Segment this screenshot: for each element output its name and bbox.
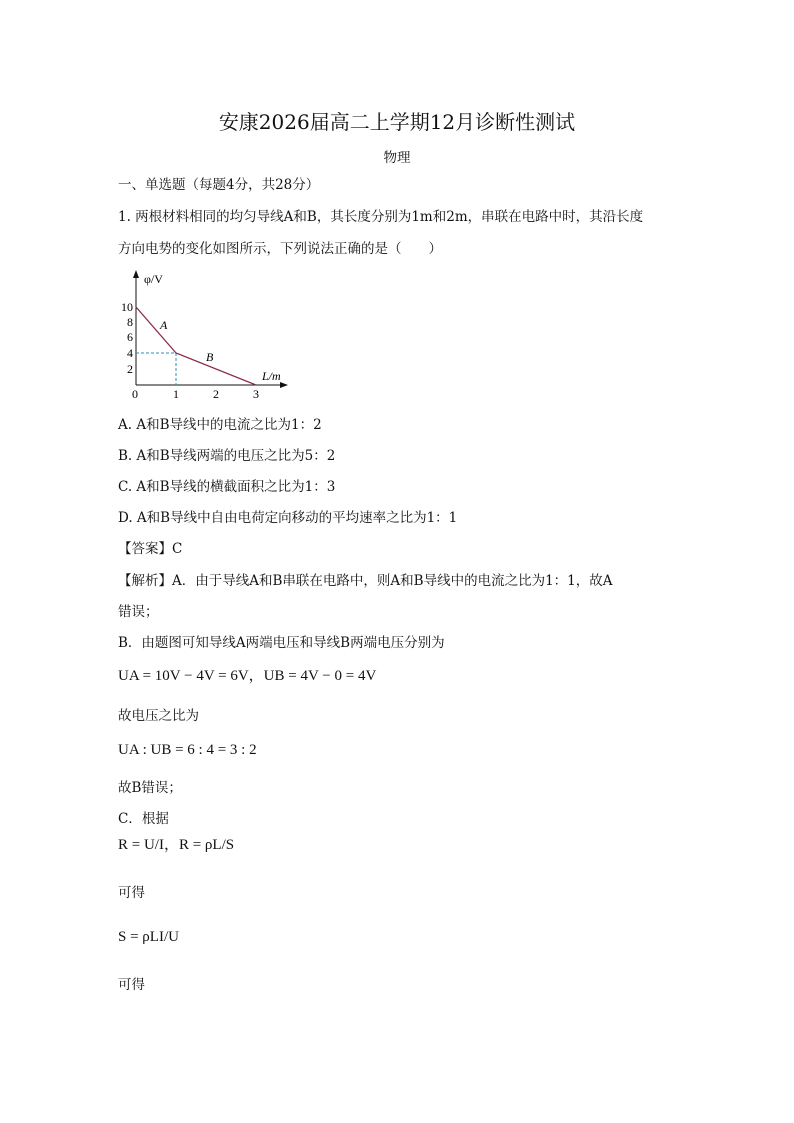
option-d: D. A和B导线中自由电荷定向移动的平均速率之比为1：1 (118, 510, 458, 526)
kede-2: 可得 (118, 977, 145, 993)
b-conclusion: 故B错误； (118, 780, 182, 796)
x-axis-arrow (280, 382, 288, 388)
x-tick-label: 3 (253, 387, 259, 401)
ratio-intro: 故电压之比为 (118, 708, 199, 724)
exam-title: 安康2026届高二上学期12月诊断性测试 (218, 110, 576, 134)
y-tick-label: 6 (127, 330, 133, 344)
potential-line (136, 307, 256, 385)
kede-1: 可得 (118, 885, 145, 901)
y-tick-label: 10 (121, 300, 133, 314)
answer-label: 【答案】C (118, 541, 183, 557)
c-intro: C．根据 (118, 811, 169, 827)
y-tick-label: 4 (127, 346, 133, 360)
subject-label: 物理 (383, 150, 411, 166)
x-tick-label: 1 (173, 387, 179, 401)
x-axis-label: L/m (262, 369, 281, 383)
question-stem-line-1: 1. 两根材料相同的均匀导线A和B，其长度分别为1m和2m，串联在电路中时，其沿长度 (118, 209, 644, 225)
segment-a-label: A (160, 318, 168, 332)
equation-area: S = ρLI/U (118, 929, 179, 945)
potential-graph (118, 268, 298, 404)
analysis-b-intro: B．由题图可知导线A两端电压和导线B两端电压分别为 (118, 635, 445, 651)
segment-b-label: B (206, 350, 214, 364)
origin-label: 0 (132, 387, 138, 401)
section-heading: 一、单选题（每题4分，共28分） (118, 177, 320, 193)
y-axis-arrow (133, 270, 139, 278)
option-a: A. A和B导线中的电流之比为1：2 (118, 417, 322, 433)
question-stem-line-2: 方向电势的变化如图所示，下列说法正确的是（ ） (118, 241, 442, 257)
equation-voltages: UA = 10V − 4V = 6V，UB = 4V − 0 = 4V (118, 668, 377, 684)
y-tick-label: 2 (127, 362, 133, 376)
equation-resistance: R = U/I，R = ρL/S (118, 837, 235, 853)
option-c: C. A和B导线的横截面积之比为1：3 (118, 479, 336, 495)
equation-ratio: UA : UB = 6 : 4 = 3 : 2 (118, 742, 257, 758)
analysis-line-2: 错误； (118, 604, 159, 620)
option-b: B. A和B导线两端的电压之比为5：2 (118, 448, 336, 464)
analysis-line-1: 【解析】A．由于导线A和B串联在电路中，则A和B导线中的电流之比为1：1，故A (118, 573, 613, 589)
x-tick-label: 2 (213, 387, 219, 401)
y-tick-label: 8 (127, 315, 133, 329)
y-axis-label: φ/V (144, 272, 163, 286)
